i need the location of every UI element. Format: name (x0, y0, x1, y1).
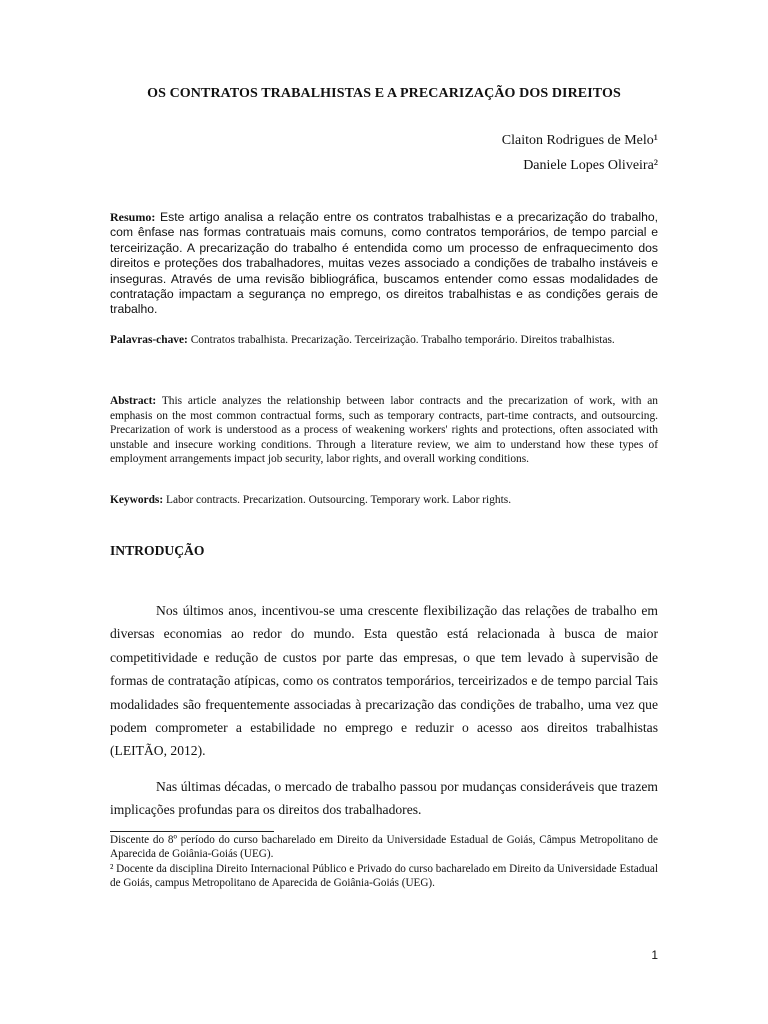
body-paragraph-1: Nos últimos anos, incentivou-se uma crescente flexibilização das relações de trabalho em diversas economias ao redor do mundo. Esta questão está relacionada à busca de maior competitividade e redução de custos por parte das empresas, o que tem levado à supervisão de formas de contratação atípicas, como os contratos temporários, terceirizados e de tempo parcial Tais modalidades são frequentemente associadas à precarização das condições de trabalho, uma vez que podem comprometer a estabilidade no emprego e reduzir o acesso aos direitos trabalhistas (LEITÃO, 2012). (110, 603, 658, 759)
footnote-divider (110, 831, 274, 832)
author-2: Daniele Lopes Oliveira² (523, 158, 658, 173)
keywords-section (110, 493, 658, 507)
page-number: 1 (651, 948, 658, 962)
resumo-section (110, 210, 658, 318)
abstract-label: Abstract: (110, 395, 157, 407)
abstract-text: This article analyzes the relationship between labor contracts and the precarization of work, with an emphasis on the most common contractual forms, such as temporary contracts, part-time contracts, and outsourcing. Precarization of work is understood as a process of weakening workers' rights and protections, often associated with unstable and insecure working conditions. Through a literature review, we aim to understand how these types of employment arrangements impact job security, labor rights, and overall working conditions. (110, 395, 658, 466)
section-heading-introducao: INTRODUÇÃO (110, 543, 205, 558)
resumo-label: Resumo: (110, 210, 156, 224)
footnote-2: ² Docente da disciplina Direito Internacional Público e Privado do curso bacharelado em Direito da Universidade Estadual de Goiás, campus Metropolitano de Aparecida de Goiânia-Goiás (UEG). (110, 863, 658, 889)
resumo-text: Este artigo analisa a relação entre os contratos trabalhistas e a precarização do trabalho, com ênfase nas formas contratuais mais comuns, como contratos temporários, de tempo parcial e terceirização. A precarização do trabalho é entendida como um processo de enfraquecimento dos direitos e proteções dos trabalhadores, muitas vezes associado a condições de trabalho instáveis e inseguras. Através de uma revisão bibliográfica, buscamos entender como essas modalidades de contratação impactam a segurança no emprego, os direitos trabalhistas e as condições gerais de trabalho. (110, 210, 659, 317)
abstract-section (110, 394, 658, 467)
paper-title: OS CONTRATOS TRABALHISTAS E A PRECARIZAÇÃO DOS DIREITOS (147, 86, 621, 101)
palavras-chave-text: Contratos trabalhista. Precarização. Terceirização. Trabalho temporário. Direitos trabalhistas. (190, 334, 615, 346)
palavras-chave-section (110, 333, 658, 347)
keywords-label: Keywords: (110, 494, 164, 506)
keywords-text: Labor contracts. Precarization. Outsourcing. Temporary work. Labor rights. (166, 494, 512, 506)
author-1: Claiton Rodrigues de Melo¹ (501, 133, 658, 148)
body-paragraph-2: Nas últimas décadas, o mercado de trabalho passou por mudanças consideráveis que trazem implicações profundas para os direitos dos trabalhadores. (110, 779, 658, 818)
footnote-1: Discente do 8º período do curso bacharelado em Direito da Universidade Estadual de Goiás, Câmpus Metropolitano de Aparecida de Goiânia-Goiás (UEG). (110, 834, 658, 860)
palavras-chave-label: Palavras-chave: (110, 334, 188, 346)
